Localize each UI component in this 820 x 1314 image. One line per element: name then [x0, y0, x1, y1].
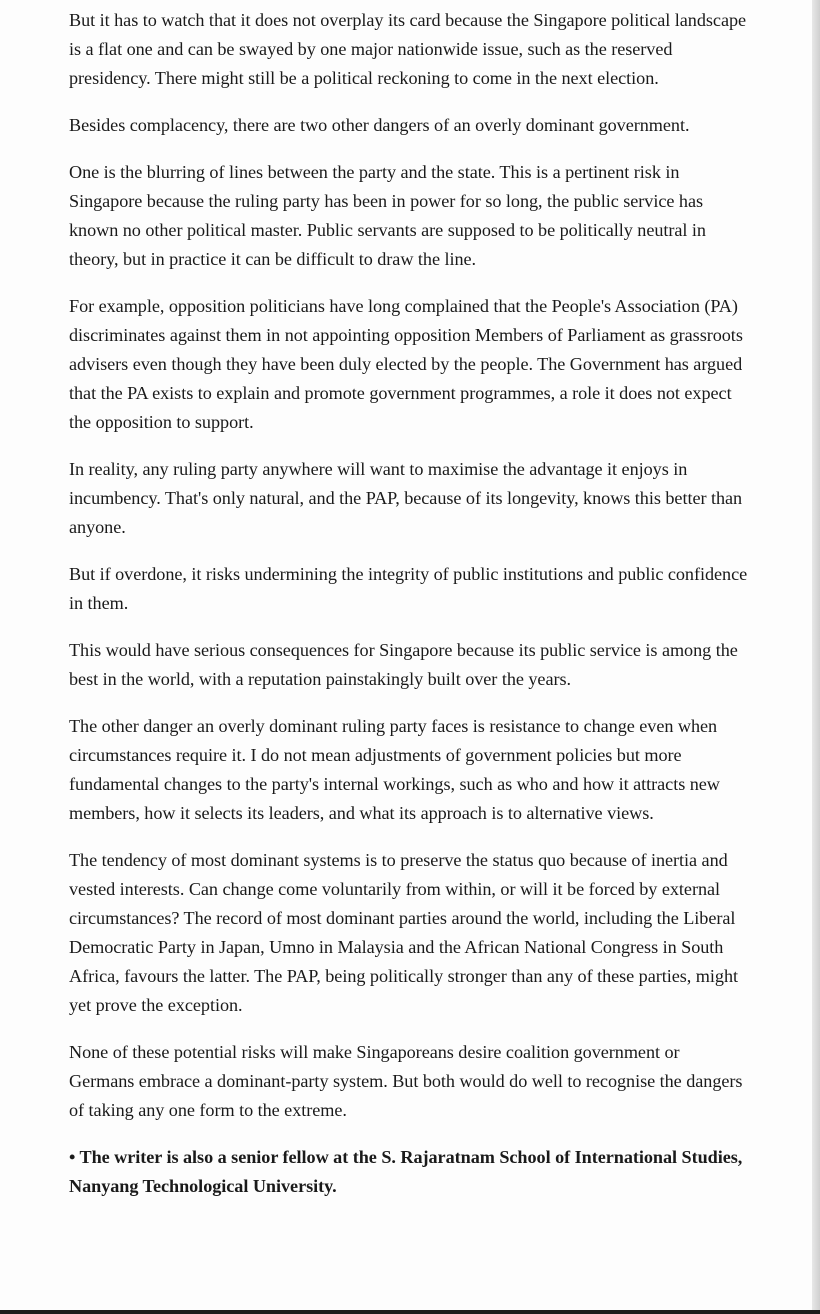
author-byline: • The writer is also a senior fellow at the S. Rajaratnam School of International Studies, Nanyang Technological University. [69, 1147, 743, 1196]
article-paragraph: For example, opposition politicians have long complained that the People's Association (PA) discriminates against them in not appointing opposition Members of Parliament as grassroots advisers even though they have been duly elected by the people. The Government has argued that the PA exists to explain and promote government programmes, a role it does not expect the opposition to support. [69, 296, 743, 432]
article-paragraph: Besides complacency, there are two other dangers of an overly dominant government. [69, 115, 690, 135]
window-bottom-border [0, 1310, 820, 1314]
article-paragraph: But if overdone, it risks undermining the integrity of public institutions and public confidence in them. [69, 564, 748, 613]
article-paragraph: One is the blurring of lines between the party and the state. This is a pertinent risk in Singapore because the ruling party has been in power for so long, the public service has known no other political master. Public servants are supposed to be politically neutral in theory, but in practice it can be difficult to draw the line. [69, 162, 706, 269]
page-edge-shadow [812, 0, 820, 1314]
article-body [69, 6, 749, 1219]
article-paragraph: In reality, any ruling party anywhere will want to maximise the advantage it enjoys in incumbency. That's only natural, and the PAP, because of its longevity, knows this better than anyone. [69, 459, 743, 537]
article-paragraph: This would have serious consequences for Singapore because its public service is among the best in the world, with a reputation painstakingly built over the years. [69, 640, 738, 689]
article-paragraph: But it has to watch that it does not overplay its card because the Singapore political landscape is a flat one and can be swayed by one major nationwide issue, such as the reserved presidency. There might still be a political reckoning to come in the next election. [69, 10, 747, 88]
article-paragraph: None of these potential risks will make Singaporeans desire coalition government or Germans embrace a dominant-party system. But both would do well to recognise the dangers of taking any one form to the extreme. [69, 1042, 743, 1120]
article-paragraph: The tendency of most dominant systems is to preserve the status quo because of inertia and vested interests. Can change come voluntarily from within, or will it be forced by external circumstances? The record of most dominant parties around the world, including the Liberal Democratic Party in Japan, Umno in Malaysia and the African National Congress in South Africa, favours the latter. The PAP, being politically stronger than any of these parties, might yet prove the exception. [69, 850, 738, 1015]
article-paragraph: The other danger an overly dominant ruling party faces is resistance to change even when circumstances require it. I do not mean adjustments of government policies but more fundamental changes to the party's internal workings, such as who and how it attracts new members, how it selects its leaders, and what its approach is to alternative views. [69, 716, 720, 823]
